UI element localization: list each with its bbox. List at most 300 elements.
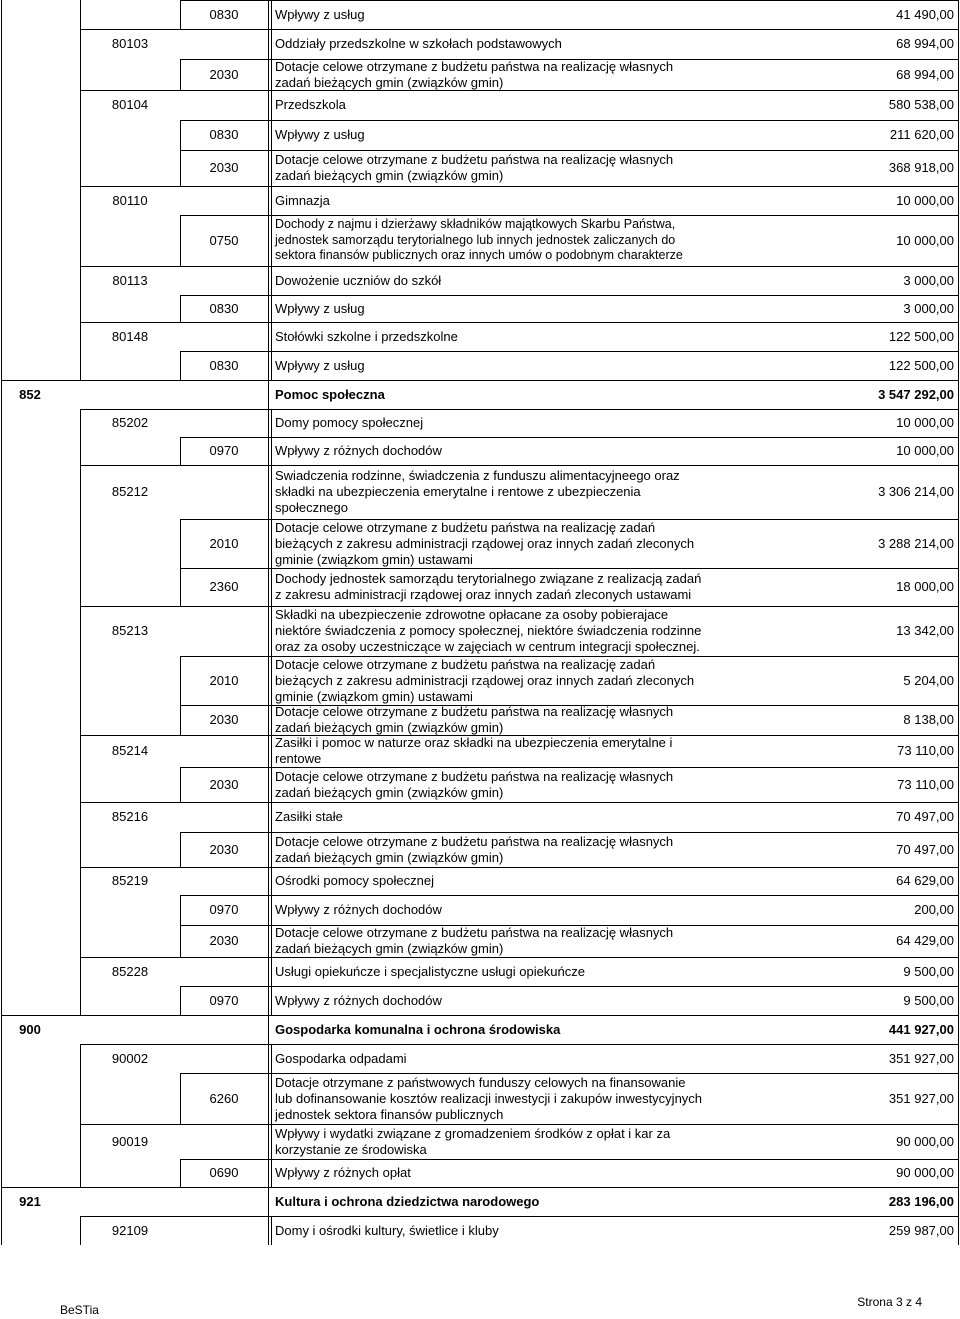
- amount-value: 90 000,00: [896, 1133, 954, 1149]
- description-line: z zakresu administracji rządowej oraz innych zadań zleconych ustawami: [275, 587, 692, 602]
- description-line: bieżących z zakresu administracji rządowej oraz innych zadań zleconych: [275, 672, 695, 688]
- row-border: [180, 895, 958, 896]
- column-border: [80, 986, 81, 1015]
- column-border: [180, 568, 181, 606]
- column-border: [268, 568, 269, 606]
- row-border: [80, 322, 958, 323]
- amount-value: 122 500,00: [888, 357, 954, 373]
- column-border: [271, 867, 272, 895]
- column-border: [268, 895, 269, 925]
- column-border: [80, 29, 81, 59]
- column-border: [180, 925, 181, 957]
- paragraf-code: 2030: [209, 160, 239, 175]
- paragraf-code: 0830: [209, 127, 239, 142]
- column-border: [1, 0, 2, 1245]
- description-line: Swiadczenia rodzinne, świadczenia z funduszu alimentacyjneego oraz: [275, 468, 680, 483]
- column-border: [268, 0, 269, 29]
- column-border: [1, 1187, 2, 1216]
- column-border: [958, 895, 959, 925]
- column-border: [958, 150, 959, 186]
- rozdzial-code: 85214: [111, 743, 149, 758]
- column-border: [268, 59, 269, 90]
- column-border: [271, 986, 272, 1015]
- rozdzial-code: 85228: [111, 963, 149, 979]
- column-border: [80, 409, 81, 437]
- column-border: [268, 606, 269, 656]
- column-border: [80, 1216, 81, 1245]
- amount-value: 64 629,00: [896, 873, 954, 888]
- column-border: [271, 215, 272, 266]
- amount-value: 70 497,00: [896, 809, 954, 824]
- amount-value: 73 110,00: [897, 776, 954, 792]
- description-line: zadań bieżących gmin (związków gmin): [275, 849, 504, 865]
- column-border: [958, 215, 959, 266]
- column-border: [271, 409, 272, 437]
- column-border: [268, 90, 269, 120]
- column-border: [958, 380, 959, 409]
- column-border: [958, 1124, 959, 1159]
- column-border: [271, 186, 272, 215]
- paragraf-code: 0750: [209, 232, 239, 248]
- description-line: Domy i ośrodki kultury, świetlice i kluby: [275, 1222, 499, 1238]
- description-line: korzystanie ze środowiska: [275, 1141, 427, 1157]
- column-border: [268, 767, 269, 802]
- description-line: Przedszkola: [275, 97, 346, 112]
- description-line: gminie (związkom gmin) ustawami: [275, 551, 473, 567]
- column-border: [958, 802, 959, 832]
- column-border: [80, 120, 81, 150]
- column-border: [268, 735, 269, 767]
- amount-value: 64 429,00: [896, 933, 954, 948]
- column-border: [180, 215, 181, 266]
- description-line: składki na ubezpieczenia emerytalne i rentowe z ubezpieczenia: [275, 484, 641, 499]
- column-border: [180, 832, 181, 867]
- row-border: [180, 120, 958, 121]
- paragraf-code: 2030: [209, 933, 239, 948]
- description-line: Dochody jednostek samorządu terytorialnego związane z realizacją zadań: [275, 571, 702, 586]
- column-border: [80, 0, 81, 29]
- amount-value: 211 620,00: [889, 127, 954, 142]
- amount-value: 3 288 214,00: [878, 535, 954, 551]
- amount-value: 13 342,00: [896, 623, 954, 638]
- column-border: [271, 895, 272, 925]
- column-border: [958, 295, 959, 322]
- amount-value: 68 994,00: [896, 36, 954, 51]
- column-border: [268, 1044, 269, 1073]
- column-border: [80, 90, 81, 120]
- description-line: Zasiłki i pomoc w naturze oraz składki na ubezpieczenia emerytalne i: [275, 735, 673, 750]
- column-border: [958, 322, 959, 351]
- dzial-code: 900: [19, 1021, 41, 1037]
- description-line: zadań bieżących gmin (związków gmin): [275, 941, 504, 956]
- column-border: [271, 0, 272, 29]
- column-border: [958, 465, 959, 519]
- description-line: lub dofinansowanie kosztów realizacji inwestycji i zakupów inwestycyjnych: [275, 1090, 703, 1106]
- column-border: [268, 925, 269, 957]
- column-border: [80, 1073, 81, 1124]
- column-border: [80, 519, 81, 568]
- column-border: [958, 735, 959, 767]
- column-border: [80, 895, 81, 925]
- rozdzial-code: 85219: [111, 873, 149, 888]
- column-border: [268, 380, 269, 409]
- column-border: [268, 120, 269, 150]
- row-border: [80, 90, 958, 91]
- column-border: [80, 656, 81, 705]
- column-border: [271, 150, 272, 186]
- column-border: [180, 351, 181, 380]
- column-border: [1, 380, 2, 409]
- column-border: [958, 90, 959, 120]
- column-border: [180, 437, 181, 465]
- column-border: [80, 767, 81, 802]
- row-border: [80, 802, 958, 803]
- description-line: Wpływy z usług: [275, 6, 365, 22]
- column-border: [958, 0, 959, 29]
- description-line: zadań bieżących gmin (związków gmin): [275, 74, 504, 90]
- column-border: [271, 656, 272, 705]
- column-border: [268, 1124, 269, 1159]
- description-line: Wpływy z różnych opłat: [275, 1165, 411, 1180]
- row-border: [80, 29, 958, 30]
- row-border: [1, 1015, 958, 1016]
- paragraf-code: 0970: [209, 443, 239, 458]
- row-border: [80, 186, 958, 187]
- column-border: [268, 1159, 269, 1187]
- description-line: Wpływy z różnych dochodów: [275, 992, 442, 1008]
- column-border: [268, 351, 269, 380]
- column-border: [271, 925, 272, 957]
- column-border: [271, 1159, 272, 1187]
- column-border: [958, 767, 959, 802]
- column-border: [80, 568, 81, 606]
- row-border: [180, 568, 958, 569]
- column-border: [80, 186, 81, 215]
- row-border: [80, 465, 958, 466]
- column-border: [80, 735, 81, 767]
- description-line: Składki na ubezpieczenie zdrowotne opłacane za osoby pobierajace: [275, 607, 669, 622]
- row-border: [80, 409, 958, 410]
- amount-value: 10 000,00: [896, 192, 954, 208]
- description-line: Usługi opiekuńcze i specjalistyczne usługi opiekuńcze: [275, 963, 586, 979]
- paragraf-code: 6260: [209, 1090, 239, 1106]
- column-border: [268, 322, 269, 351]
- column-border: [958, 1073, 959, 1124]
- column-border: [268, 986, 269, 1015]
- column-border: [180, 705, 181, 735]
- description-line: Dotacje celowe otrzymane z budżetu państwa na realizację własnych: [275, 925, 674, 940]
- column-border: [180, 0, 181, 29]
- column-border: [268, 150, 269, 186]
- column-border: [958, 832, 959, 867]
- column-border: [268, 409, 269, 437]
- column-border: [271, 957, 272, 986]
- column-border: [958, 925, 959, 957]
- column-border: [271, 568, 272, 606]
- description-line: Gimnazja: [275, 192, 330, 208]
- column-border: [80, 606, 81, 656]
- column-border: [958, 266, 959, 295]
- paragraf-code: 0970: [209, 992, 239, 1008]
- description-line: zadań bieżących gmin (związków gmin): [275, 720, 504, 735]
- column-border: [180, 295, 181, 322]
- description-line: Dotacje celowe otrzymane z budżetu państwa na realizację własnych: [275, 833, 674, 849]
- column-border: [958, 986, 959, 1015]
- row-border: [180, 150, 958, 151]
- column-border: [958, 867, 959, 895]
- amount-value: 3 000,00: [903, 300, 954, 316]
- column-border: [268, 266, 269, 295]
- column-border: [271, 322, 272, 351]
- description-line: Domy pomocy społecznej: [275, 415, 424, 430]
- amount-value: 3 547 292,00: [878, 386, 954, 402]
- column-border: [958, 519, 959, 568]
- description-line: gminie (związkom gmin) ustawami: [275, 688, 473, 704]
- column-border: [268, 705, 269, 735]
- column-border: [80, 215, 81, 266]
- row-border: [80, 867, 958, 868]
- column-border: [80, 1044, 81, 1073]
- rozdzial-code: 85216: [111, 809, 149, 824]
- paragraf-code: 2030: [209, 66, 239, 82]
- dzial-code: 921: [19, 1193, 41, 1209]
- column-border: [180, 1073, 181, 1124]
- description-line: Gospodarka odpadami: [275, 1050, 407, 1066]
- column-border: [80, 705, 81, 735]
- paragraf-code: 2010: [209, 672, 239, 688]
- rozdzial-code: 80103: [111, 36, 149, 51]
- rozdzial-code: 90019: [111, 1133, 149, 1149]
- column-border: [958, 120, 959, 150]
- column-border: [271, 29, 272, 59]
- column-border: [180, 120, 181, 150]
- column-border: [271, 1073, 272, 1124]
- amount-value: 3 000,00: [903, 272, 954, 288]
- column-border: [80, 59, 81, 90]
- description-line: sektora finansów publicznych oraz innych umów o podobnym charakterze: [275, 248, 683, 263]
- amount-value: 70 497,00: [896, 841, 954, 857]
- column-border: [80, 465, 81, 519]
- amount-value: 10 000,00: [896, 232, 954, 248]
- row-border: [80, 1044, 958, 1045]
- column-border: [271, 266, 272, 295]
- row-border: [180, 1159, 958, 1160]
- column-border: [268, 1216, 269, 1245]
- row-border: [180, 295, 958, 296]
- amount-value: 441 927,00: [888, 1021, 954, 1037]
- description-line: Dowożenie uczniów do szkół: [275, 272, 442, 288]
- amount-value: 3 306 214,00: [878, 484, 954, 499]
- description-line: zadań bieżących gmin (związków gmin): [275, 784, 504, 800]
- row-border: [1, 1187, 958, 1188]
- description-line: Oddziały przedszkolne w szkołach podstawowych: [275, 36, 562, 51]
- column-border: [80, 1124, 81, 1159]
- column-border: [958, 409, 959, 437]
- column-border: [271, 120, 272, 150]
- column-border: [268, 802, 269, 832]
- amount-value: 8 138,00: [903, 712, 954, 727]
- column-border: [80, 295, 81, 322]
- description-line: jednostek samorządu terytorialnego lub innych jednostek zaliczanych do: [275, 232, 676, 247]
- description-line: bieżących z zakresu administracji rządowej oraz innych zadań zleconych: [275, 535, 695, 551]
- amount-value: 68 994,00: [896, 66, 954, 82]
- column-border: [180, 519, 181, 568]
- column-border: [271, 802, 272, 832]
- amount-value: 122 500,00: [888, 328, 954, 344]
- description-line: Gospodarka komunalna i ochrona środowiska: [275, 1021, 561, 1037]
- paragraf-code: 0830: [209, 357, 239, 373]
- amount-value: 351 927,00: [888, 1090, 954, 1106]
- column-border: [958, 705, 959, 735]
- rozdzial-code: 85212: [111, 484, 149, 499]
- column-border: [271, 1124, 272, 1159]
- description-line: Wpływy i wydatki związane z gromadzeniem środków z opłat i kar za: [275, 1125, 671, 1141]
- column-border: [271, 606, 272, 656]
- description-line: Pomoc społeczna: [275, 386, 385, 402]
- column-border: [268, 656, 269, 705]
- paragraf-code: 2030: [209, 776, 239, 792]
- amount-value: 5 204,00: [903, 672, 954, 688]
- column-border: [80, 437, 81, 465]
- column-border: [271, 59, 272, 90]
- column-border: [180, 767, 181, 802]
- column-border: [180, 1159, 181, 1187]
- amount-value: 259 987,00: [888, 1222, 954, 1238]
- column-border: [268, 465, 269, 519]
- column-border: [268, 1187, 269, 1216]
- description-line: Dotacje otrzymane z państwowych funduszy celowych na finansowanie: [275, 1074, 686, 1090]
- column-border: [268, 519, 269, 568]
- rozdzial-code: 85213: [111, 623, 149, 638]
- amount-value: 283 196,00: [888, 1193, 954, 1209]
- column-border: [268, 832, 269, 867]
- description-line: Dotacje celowe otrzymane z budżetu państwa na realizację własnych: [275, 58, 674, 74]
- description-line: Wpływy z różnych dochodów: [275, 902, 442, 917]
- rozdzial-code: 92109: [111, 1222, 149, 1238]
- column-border: [271, 90, 272, 120]
- column-border: [80, 957, 81, 986]
- description-line: społecznego: [275, 500, 348, 515]
- description-line: niektóre świadczenia z pomocy społecznej, niektóre świadczenia rodzinne: [275, 623, 702, 638]
- row-border: [80, 266, 958, 267]
- description-line: rentowe: [275, 751, 322, 766]
- column-border: [80, 150, 81, 186]
- column-border: [180, 895, 181, 925]
- column-border: [958, 1216, 959, 1245]
- column-border: [271, 1044, 272, 1073]
- row-border: [180, 437, 958, 438]
- column-border: [80, 266, 81, 295]
- description-line: jednostek sektora finansów publicznych: [275, 1106, 504, 1122]
- column-border: [958, 437, 959, 465]
- column-border: [271, 465, 272, 519]
- row-border: [80, 957, 958, 958]
- paragraf-code: 2010: [209, 535, 239, 551]
- column-border: [268, 1015, 269, 1044]
- dzial-code: 852: [19, 386, 41, 402]
- column-border: [958, 1044, 959, 1073]
- description-line: Wpływy z usług: [275, 300, 365, 316]
- row-border: [1, 380, 958, 381]
- amount-value: 41 490,00: [896, 6, 954, 22]
- column-border: [958, 957, 959, 986]
- column-border: [80, 802, 81, 832]
- column-border: [958, 656, 959, 705]
- column-border: [268, 186, 269, 215]
- column-border: [958, 606, 959, 656]
- amount-value: 73 110,00: [897, 743, 954, 758]
- description-line: Dotacje celowe otrzymane z budżetu państwa na realizację własnych: [275, 768, 674, 784]
- column-border: [958, 29, 959, 59]
- description-line: Kultura i ochrona dziedzictwa narodowego: [275, 1193, 540, 1209]
- column-border: [958, 1015, 959, 1044]
- description-line: Dotacje celowe otrzymane z budżetu państwa na realizację własnych: [275, 152, 674, 167]
- column-border: [271, 295, 272, 322]
- amount-value: 18 000,00: [896, 579, 954, 594]
- column-border: [80, 867, 81, 895]
- column-border: [80, 322, 81, 351]
- column-border: [271, 519, 272, 568]
- column-border: [958, 1187, 959, 1216]
- amount-value: 9 500,00: [903, 992, 954, 1008]
- row-border: [80, 1216, 958, 1217]
- column-border: [271, 767, 272, 802]
- amount-value: 10 000,00: [896, 443, 954, 458]
- column-border: [268, 1073, 269, 1124]
- column-border: [271, 1216, 272, 1245]
- description-line: Dotacje celowe otrzymane z budżetu państwa na realizację zadań: [275, 519, 656, 535]
- column-border: [180, 656, 181, 705]
- column-border: [958, 186, 959, 215]
- paragraf-code: 0830: [209, 300, 239, 316]
- amount-value: 580 538,00: [888, 97, 954, 112]
- row-border: [180, 0, 958, 1]
- paragraf-code: 2030: [209, 712, 239, 727]
- row-border: [180, 986, 958, 987]
- description-line: zadań bieżących gmin (związków gmin): [275, 168, 504, 183]
- column-border: [271, 735, 272, 767]
- column-border: [180, 150, 181, 186]
- footer-page-number: Strona 3 z 4: [857, 1295, 922, 1309]
- rozdzial-code: 80148: [111, 328, 149, 344]
- column-border: [268, 29, 269, 59]
- amount-value: 200,00: [914, 902, 954, 917]
- column-border: [271, 705, 272, 735]
- description-line: Wpływy z różnych dochodów: [275, 443, 442, 458]
- description-line: Stołówki szkolne i przedszkolne: [275, 328, 458, 344]
- column-border: [958, 1159, 959, 1187]
- column-border: [180, 986, 181, 1015]
- column-border: [271, 832, 272, 867]
- description-line: Wpływy z usług: [275, 357, 365, 373]
- rozdzial-code: 90002: [111, 1050, 149, 1066]
- column-border: [268, 867, 269, 895]
- row-border: [180, 351, 958, 352]
- column-border: [958, 351, 959, 380]
- description-line: Dotacje celowe otrzymane z budżetu państwa na realizację własnych: [275, 704, 674, 719]
- column-border: [271, 437, 272, 465]
- rozdzial-code: 85202: [111, 415, 149, 430]
- amount-value: 351 927,00: [888, 1050, 954, 1066]
- column-border: [268, 957, 269, 986]
- column-border: [268, 295, 269, 322]
- column-border: [1, 1015, 2, 1044]
- column-border: [958, 59, 959, 90]
- description-line: Zasiłki stałe: [275, 809, 343, 824]
- rozdzial-code: 80104: [111, 97, 149, 112]
- column-border: [80, 925, 81, 957]
- amount-value: 9 500,00: [903, 963, 954, 979]
